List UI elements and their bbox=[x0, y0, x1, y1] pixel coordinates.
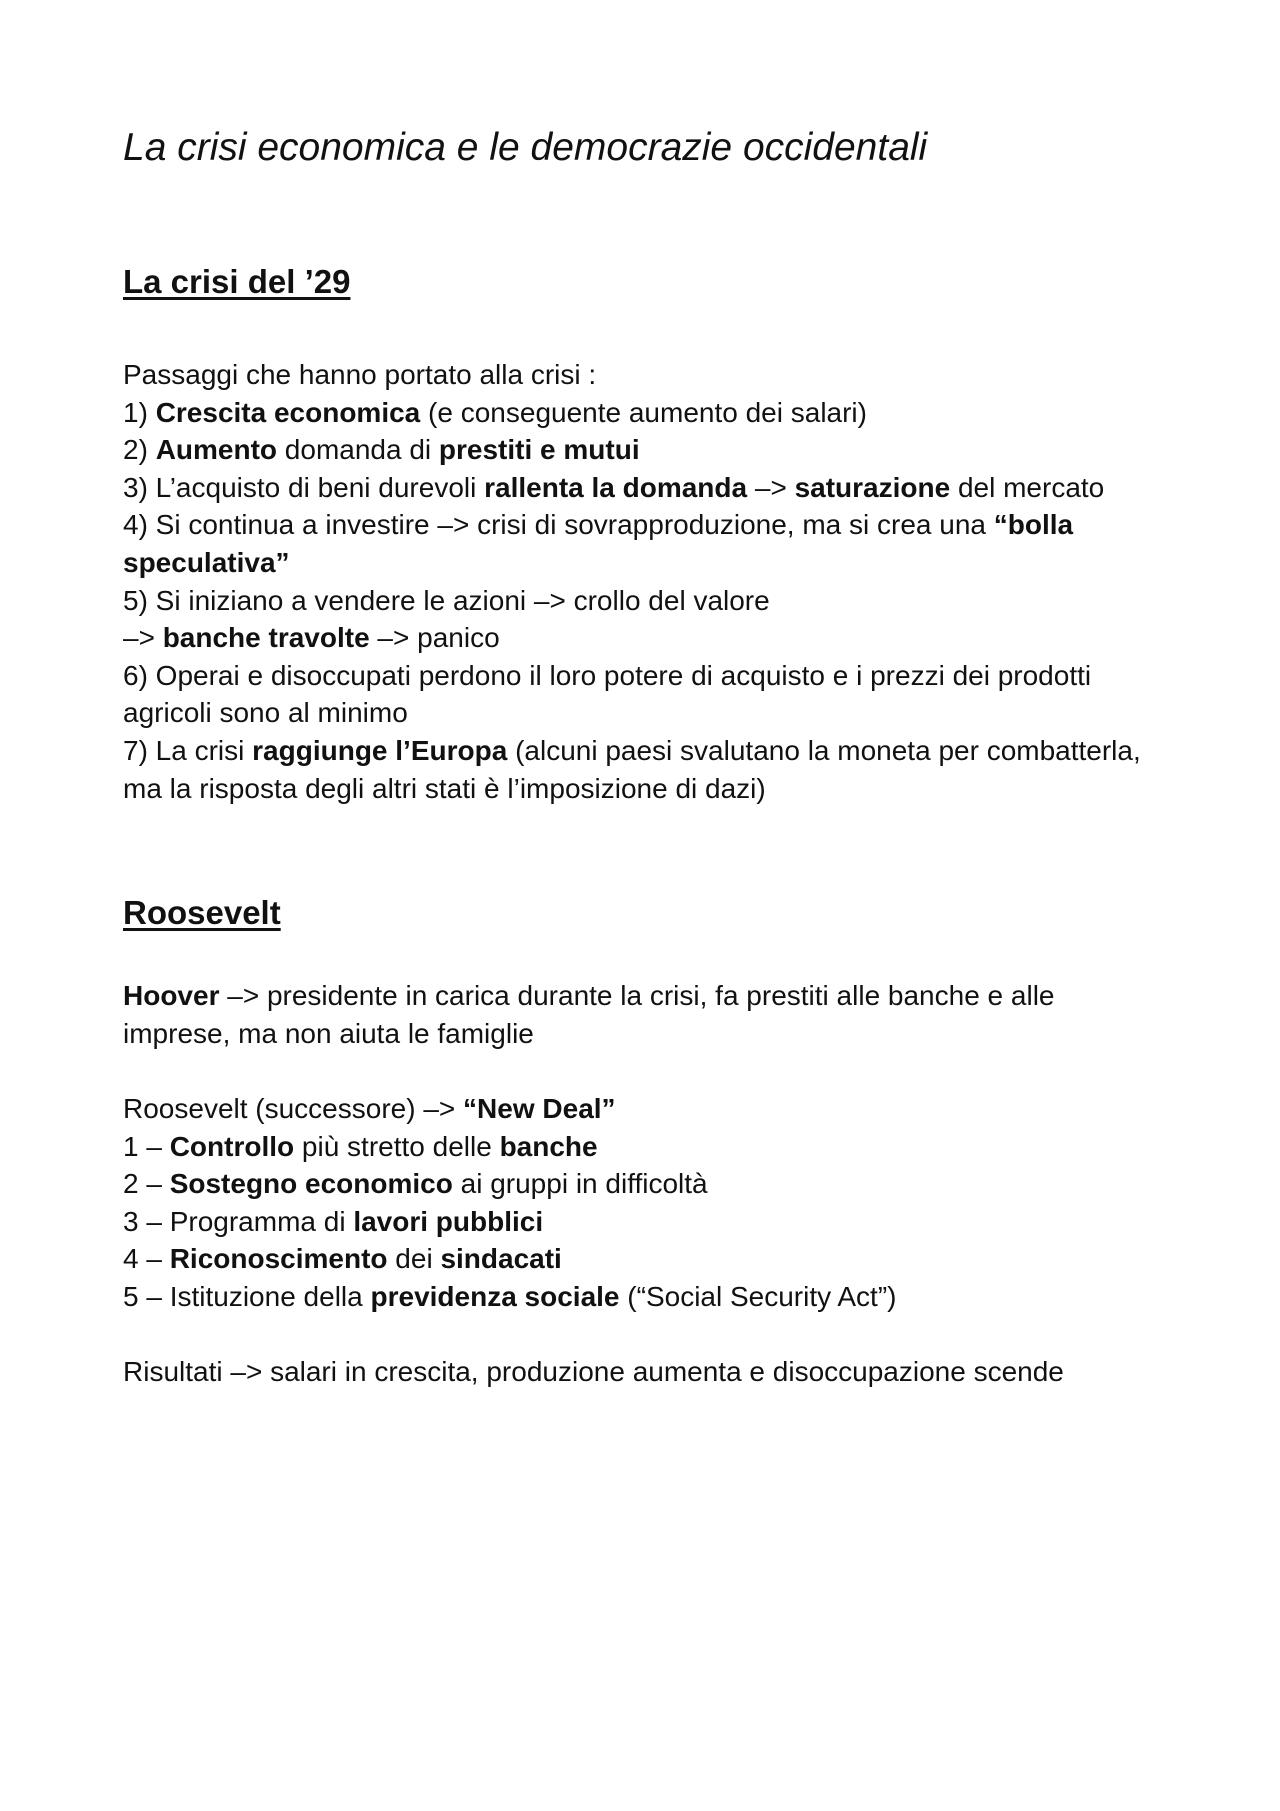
step-6: 6) Operai e disoccupati perdono il loro potere di acquisto e i prezzi dei prodotti agricoli sono al minimo bbox=[123, 659, 1092, 729]
step-5: 5) Si iniziano a vendere le azioni –> crollo del valore –> banche travolte –> panico bbox=[123, 584, 770, 654]
new-deal-block bbox=[123, 1090, 1163, 1316]
step-1: 1) Crescita economica (e conseguente aumento dei salari) bbox=[123, 396, 867, 428]
section-heading-roosevelt: Roosevelt bbox=[123, 894, 281, 931]
crisis-steps-block bbox=[123, 356, 1163, 807]
results-paragraph: Risultati –> salari in crescita, produzione aumenta e disoccupazione scende bbox=[123, 1356, 1064, 1387]
step-4: 4) Si continua a investire –> crisi di sovrapproduzione, ma si crea una “bolla speculativa” bbox=[123, 509, 1074, 578]
new-deal-intro: Roosevelt (successore) –> “New Deal” bbox=[123, 1093, 616, 1124]
new-deal-point-4: 4 – Riconoscimento dei sindacati bbox=[123, 1243, 562, 1275]
steps-intro: Passaggi che hanno portato alla crisi : bbox=[123, 359, 597, 390]
hoover-paragraph: Hoover –> presidente in carica durante la crisi, fa prestiti alle banche e alle imprese, ma non aiuta le famiglie bbox=[123, 980, 1055, 1049]
step-2: 2) Aumento domanda di prestiti e mutui bbox=[123, 434, 640, 466]
new-deal-point-1: 1 – Controllo più stretto delle banche bbox=[123, 1130, 598, 1162]
new-deal-point-5: 5 – Istituzione della previdenza sociale (“Social Security Act”) bbox=[123, 1280, 897, 1312]
document-title: La crisi economica e le democrazie occidentali bbox=[123, 126, 928, 169]
new-deal-point-2: 2 – Sostegno economico ai gruppi in difficoltà bbox=[123, 1168, 708, 1200]
step-3: 3) L’acquisto di beni durevoli rallenta la domanda –> saturazione del mercato bbox=[123, 471, 1105, 503]
section-heading-crisi-29: La crisi del ’29 bbox=[123, 263, 351, 300]
step-7: 7) La crisi raggiunge l’Europa (alcuni paesi svalutano la moneta per combatterla, ma la risposta degli altri stati è l’imposizione di dazi) bbox=[123, 734, 1141, 804]
new-deal-point-3: 3 – Programma di lavori pubblici bbox=[123, 1205, 544, 1237]
